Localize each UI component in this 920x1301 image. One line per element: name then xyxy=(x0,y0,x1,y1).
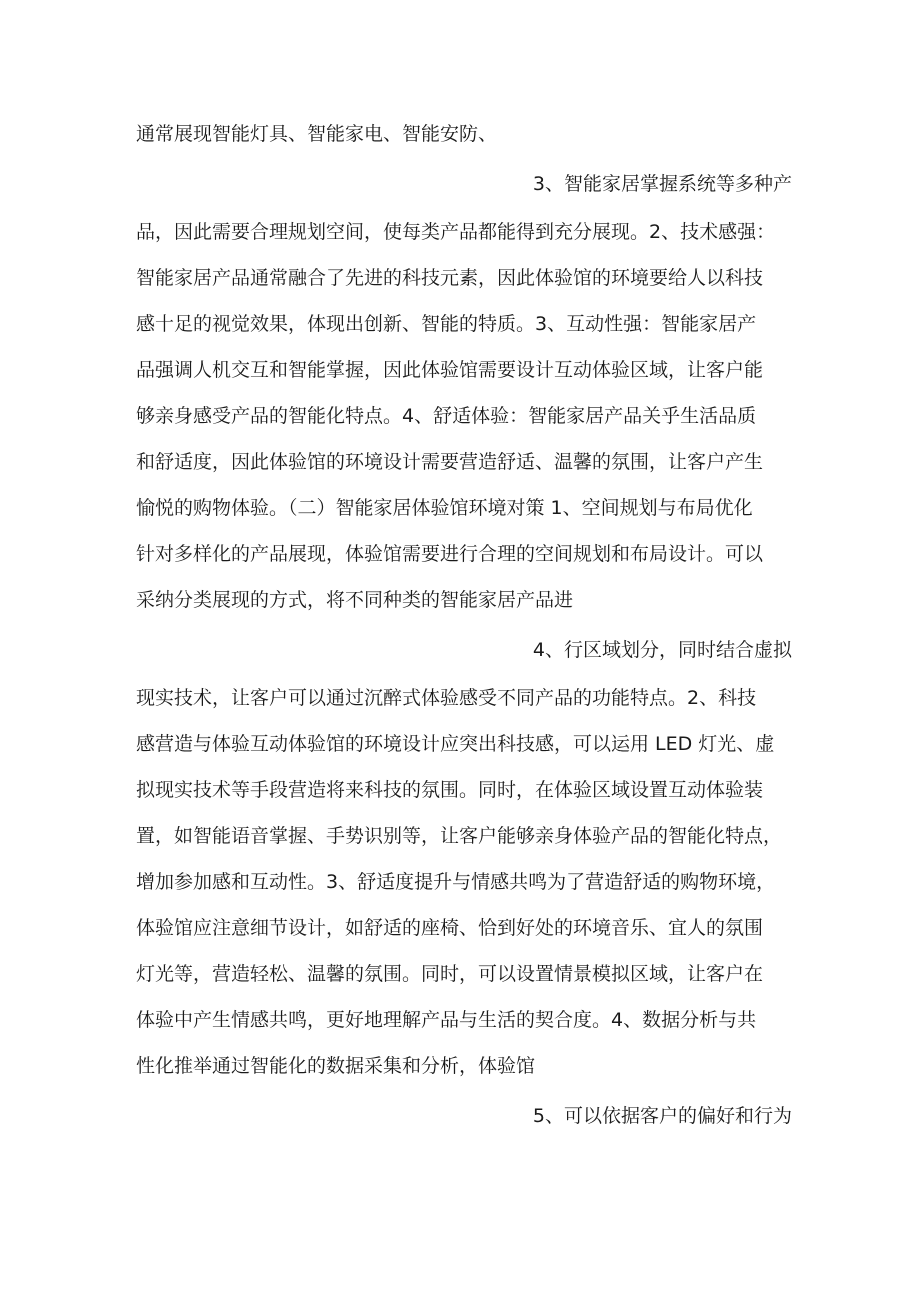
text-line: 现实技术，让客户可以通过沉醉式体验感受不同产品的功能特点。2、科技 xyxy=(136,687,757,709)
text-line: 性化推举通过智能化的数据采集和分析，体验馆 xyxy=(136,1055,536,1077)
text-line: 5、可以依据客户的偏好和行为 xyxy=(532,1105,792,1127)
text-line: 和舒适度，因此体验馆的环境设计需要营造舒适、温馨的氛围，让客户产生 xyxy=(136,451,764,473)
text-line: 灯光等，营造轻松、温馨的氛围。同时，可以设置情景模拟区域，让客户在 xyxy=(136,963,764,985)
text-line: 置，如智能语音掌握、手势识别等，让客户能够亲身体验产品的智能化特点， xyxy=(136,825,783,847)
text-line: 通常展现智能灯具、智能家电、智能安防、 xyxy=(136,123,498,145)
text-line: 拟现实技术等手段营造将来科技的氛围。同时，在体验区域设置互动体验装 xyxy=(136,779,764,801)
text-line: 针对多样化的产品展现，体验馆需要进行合理的空间规划和布局设计。可以 xyxy=(136,543,764,565)
text-line: 采纳分类展现的方式，将不同种类的智能家居产品进 xyxy=(136,589,574,611)
text-line: 4、行区域划分，同时结合虚拟 xyxy=(532,639,792,661)
text-line: 3、智能家居掌握系统等多种产 xyxy=(532,173,792,195)
text-line: 品强调人机交互和智能掌握，因此体验馆需要设计互动体验区域，让客户能 xyxy=(136,359,764,381)
text-line: 感十足的视觉效果，体现出创新、智能的特质。3、互动性强：智能家居产 xyxy=(136,313,757,335)
text-line: 品，因此需要合理规划空间，使每类产品都能得到充分展现。2、技术感强： xyxy=(136,221,776,243)
text-line: 增加参加感和互动性。3、舒适度提升与情感共鸣为了营造舒适的购物环境， xyxy=(136,871,776,893)
text-line: 够亲身感受产品的智能化特点。4、舒适体验：智能家居产品关乎生活品质 xyxy=(136,405,757,427)
text-line: 智能家居产品通常融合了先进的科技元素，因此体验馆的环境要给人以科技 xyxy=(136,267,764,289)
text-line: 体验馆应注意细节设计，如舒适的座椅、恰到好处的环境音乐、宜人的氛围 xyxy=(136,917,764,939)
text-line: 体验中产生情感共鸣，更好地理解产品与生活的契合度。4、数据分析与共 xyxy=(136,1009,757,1031)
text-line: 愉悦的购物体验。（二）智能家居体验馆环境对策 1、空间规划与布局优化 xyxy=(136,497,753,519)
text-line: 感营造与体验互动体验馆的环境设计应突出科技感，可以运用 LED 灯光、虚 xyxy=(136,733,775,755)
